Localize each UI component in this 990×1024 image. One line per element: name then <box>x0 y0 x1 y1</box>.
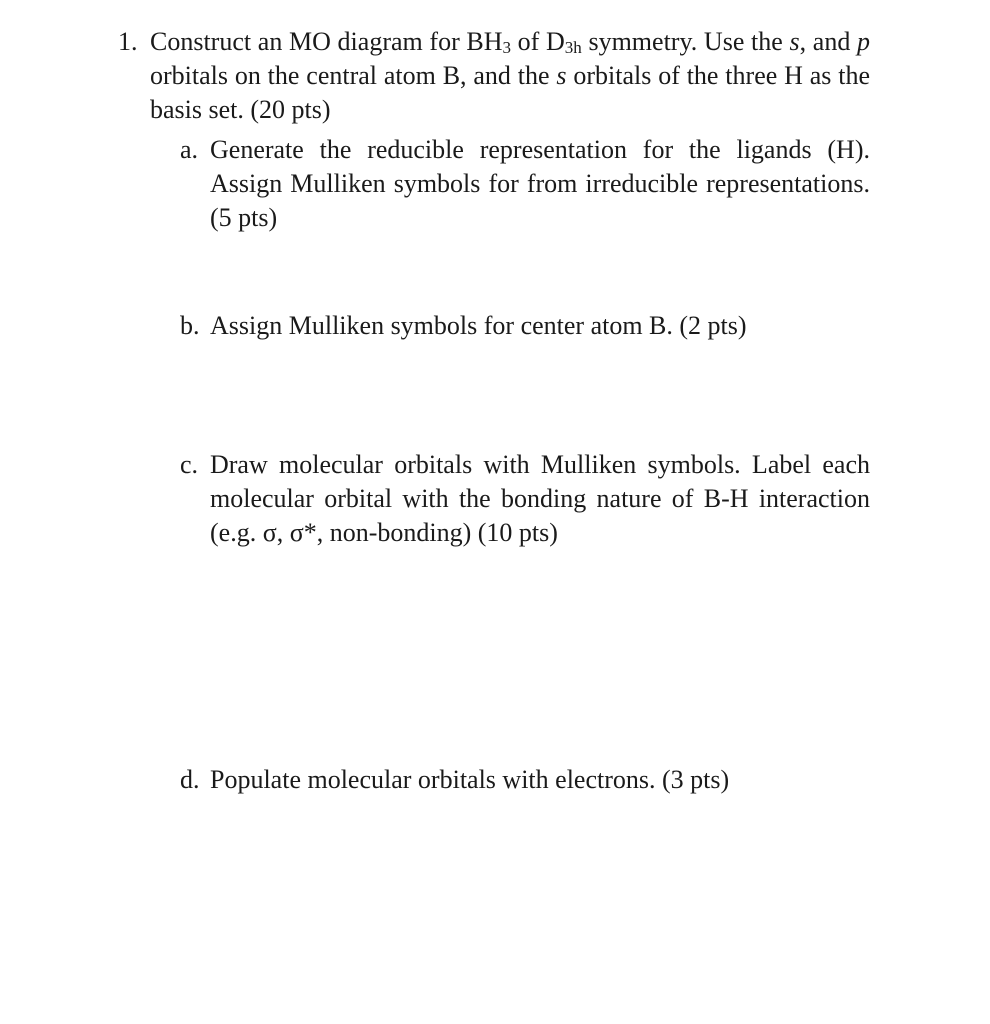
question-1-text <box>118 25 870 127</box>
question-text-1: Construct an MO diagram for BH <box>150 27 503 56</box>
question-text-4: , and <box>799 27 857 56</box>
question-text-2: of D <box>511 27 565 56</box>
question-text-6: orbitals of the three H as the basis set. (20 pts) <box>150 61 871 124</box>
bh-subscript: 3 <box>502 38 512 57</box>
part-c <box>180 448 870 550</box>
question-text-5: orbitals on the central atom B, and the <box>150 61 557 90</box>
part-c-letter: c. <box>180 450 199 479</box>
s-orbital-italic-2: s <box>556 61 567 90</box>
part-b <box>180 309 870 343</box>
question-text-3: symmetry. Use the <box>581 27 790 56</box>
s-orbital-italic-1: s <box>789 27 800 56</box>
part-b-body: Assign Mulliken symbols for center atom B. (2 pts) <box>210 311 747 340</box>
part-d-letter: d. <box>180 765 200 794</box>
part-b-letter: b. <box>180 311 200 340</box>
question-number: 1. <box>118 27 138 56</box>
part-d-body: Populate molecular orbitals with electrons. (3 pts) <box>210 765 730 794</box>
part-c-text <box>180 448 870 550</box>
part-c-body: Draw molecular orbitals with Mulliken symbols. Label each molecular orbital with the bonding nature of B-H interaction (e.g. σ, σ*, non-bonding) (10 pts) <box>210 450 870 547</box>
part-d-text <box>180 763 870 797</box>
d3h-subscript: 3h <box>564 38 582 57</box>
part-a-letter: a. <box>180 135 199 164</box>
part-b-text <box>180 309 870 343</box>
part-d <box>180 763 870 797</box>
part-a <box>180 133 870 235</box>
p-orbital-italic: p <box>857 27 870 56</box>
part-a-body: Generate the reducible representation for the ligands (H). Assign Mulliken symbols for from irreducible representations. (5 pts) <box>210 135 870 232</box>
part-a-text <box>180 133 870 235</box>
question-1 <box>118 25 870 127</box>
